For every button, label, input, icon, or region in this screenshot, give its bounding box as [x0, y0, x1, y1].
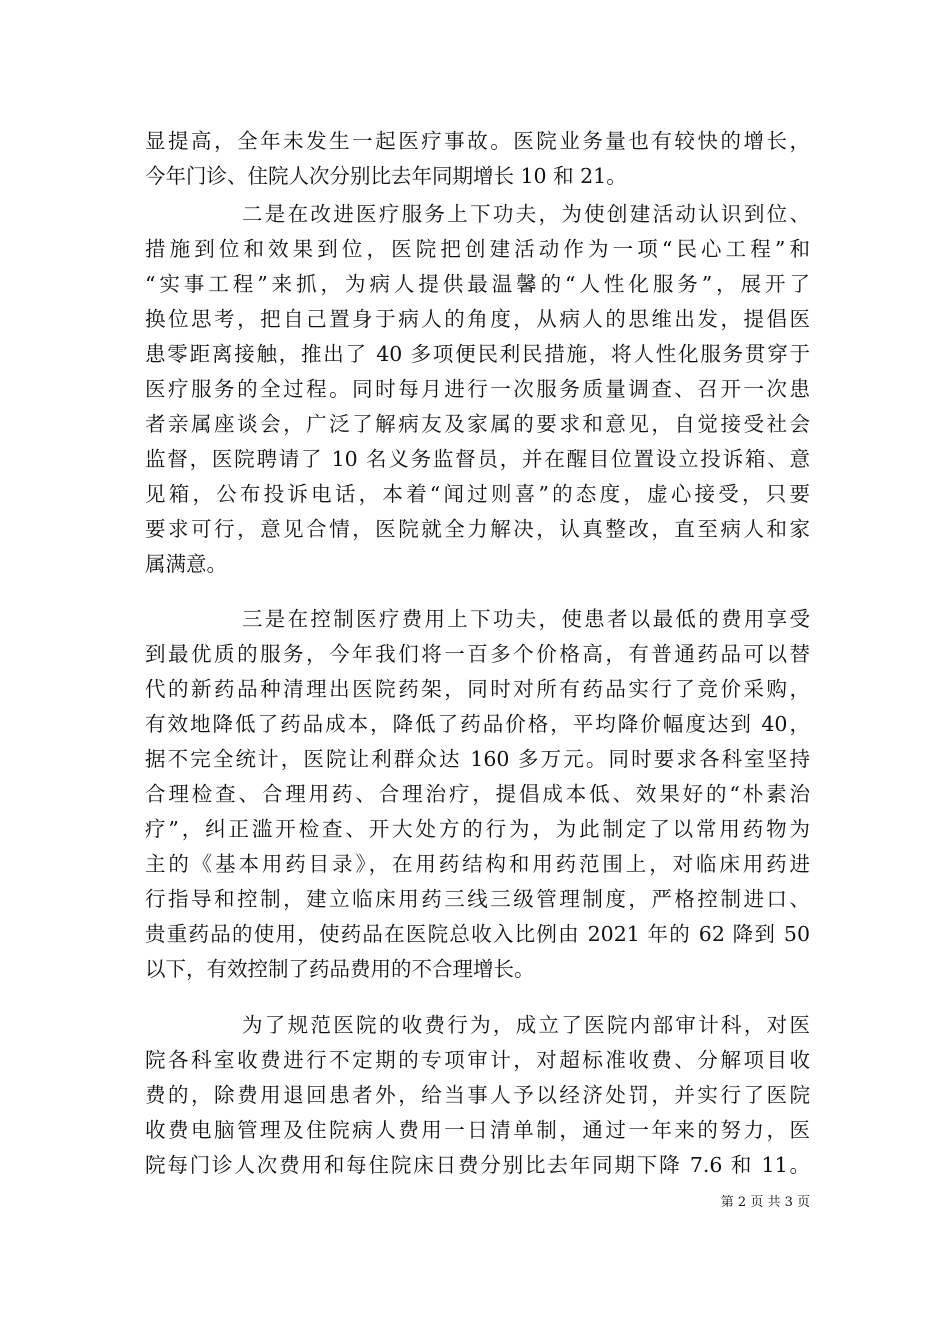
text-line: 到最优质的服务，今年我们将一百多个价格高，有普通药品可以替: [145, 642, 810, 666]
text-line: 医疗服务的全过程。同时每月进行一次服务质量调查、召开一次患: [145, 377, 810, 401]
text-line: 贵重药品的使用，使药品在医院总收入比例由 2021 年的 62 降到 50: [145, 922, 810, 946]
text-line: 主的《基本用药目录》，在用药结构和用药范围上，对临床用药进: [145, 852, 810, 876]
page-footer: 第 2 页 共 3 页: [720, 1195, 810, 1210]
text-line: 属满意。: [145, 552, 227, 576]
text-line: 院每门诊人次费用和每住院床日费分别比去年同期下降 7.6 和 11。: [145, 1153, 810, 1177]
text-line: 显提高，全年未发生一起医疗事故。医院业务量也有较快的增长，: [145, 129, 810, 153]
text-line: 监督，医院聘请了 10 名义务监督员，并在醒目位置设立投诉箱、意: [145, 447, 810, 471]
text-line: 代的新药品种清理出医院药架，同时对所有药品实行了竞价采购，: [145, 677, 810, 701]
text-line: 今年门诊、住院人次分别比去年同期增长 10 和 21。: [145, 164, 627, 188]
text-line: 据不完全统计，医院让利群众达 160 多万元。同时要求各科室坚持: [145, 747, 810, 771]
text-line: 换位思考，把自己置身于病人的角度，从病人的思维出发，提倡医: [145, 307, 810, 331]
text-line: 以下，有效控制了药品费用的不合理增长。: [145, 957, 535, 981]
text-line: 费的，除费用退回患者外，给当事人予以经济处罚，并实行了医院: [145, 1083, 810, 1107]
text-line: 三是在控制医疗费用上下功夫，使患者以最低的费用享受: [242, 607, 810, 631]
text-line: 患零距离接触，推出了 40 多项便民利民措施，将人性化服务贯穿于: [145, 342, 810, 366]
text-line: 为了规范医院的收费行为，成立了医院内部审计科，对医: [242, 1013, 810, 1037]
text-line: 要求可行，意见合情，医院就全力解决，认真整改，直至病人和家: [145, 517, 810, 541]
text-line: 行指导和控制，建立临床用药三线三级管理制度，严格控制进口、: [145, 887, 810, 911]
text-line: 者亲属座谈会，广泛了解病友及家属的要求和意见，自觉接受社会: [145, 412, 810, 436]
text-line: 见箱，公布投诉电话，本着“闻过则喜”的态度，虚心接受，只要: [145, 482, 810, 506]
text-line: 院各科室收费进行不定期的专项审计，对超标准收费、分解项目收: [145, 1048, 810, 1072]
text-line: 措施到位和效果到位，医院把创建活动作为一项“民心工程”和: [145, 237, 810, 261]
text-line: 二是在改进医疗服务上下功夫，为使创建活动认识到位、: [242, 202, 810, 226]
text-line: 合理检查、合理用药、合理治疗，提倡成本低、效果好的“朴素治: [145, 782, 810, 806]
text-line: “实事工程”来抓，为病人提供最温馨的“人性化服务”，展开了: [145, 272, 810, 296]
text-line: 有效地降低了药品成本，降低了药品价格，平均降价幅度达到 40，: [145, 712, 810, 736]
text-line: 收费电脑管理及住院病人费用一日清单制，通过一年来的努力，医: [145, 1118, 810, 1142]
text-line: 疗”，纠正滥开检查、开大处方的行为，为此制定了以常用药物为: [145, 817, 810, 841]
